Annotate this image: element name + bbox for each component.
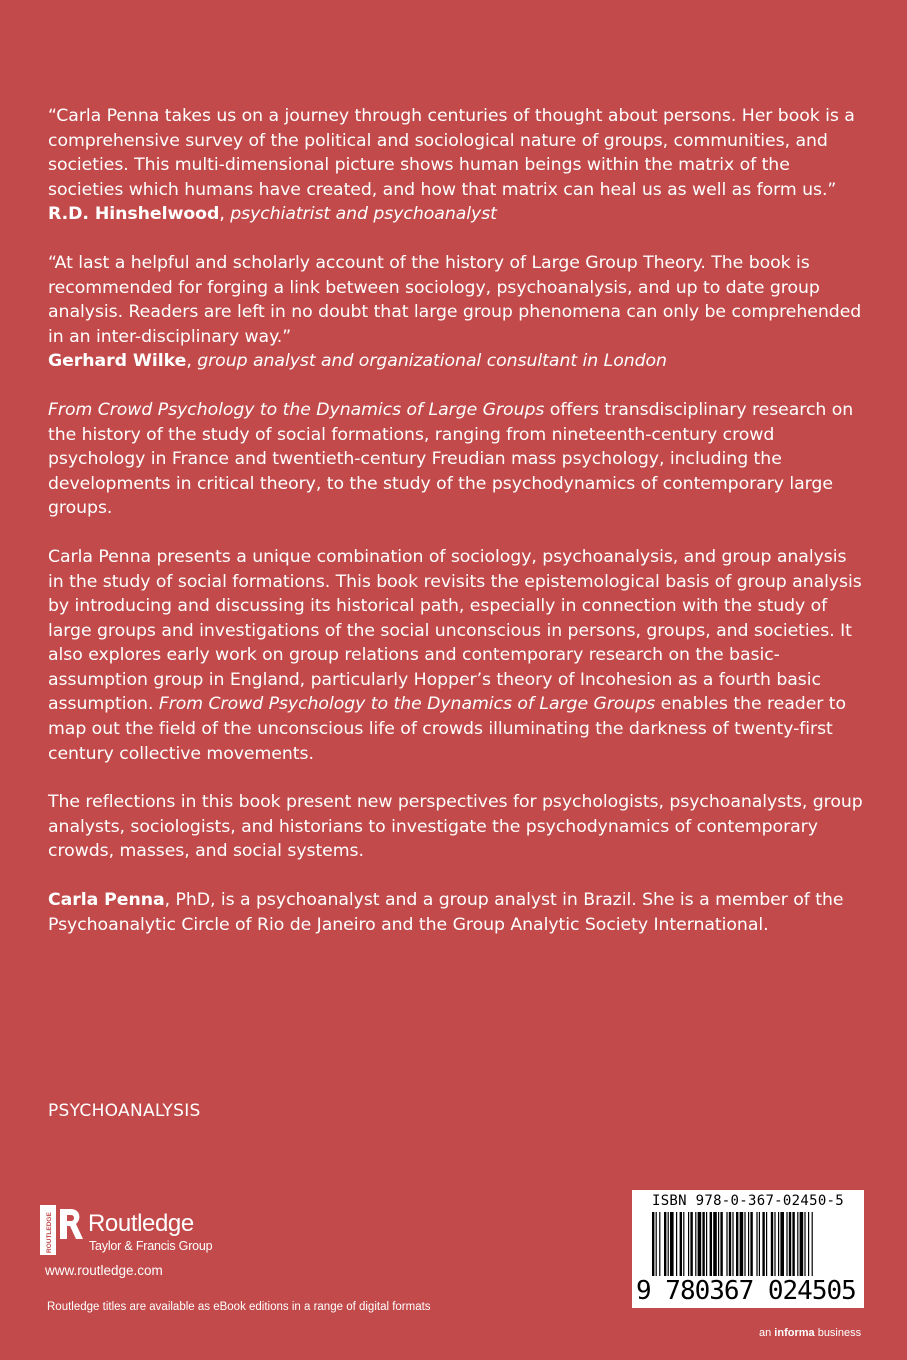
barcode-bar bbox=[792, 1212, 794, 1276]
barcode-bar bbox=[702, 1212, 704, 1276]
barcode-bar bbox=[750, 1212, 752, 1276]
informa-prefix: an bbox=[759, 1327, 775, 1339]
book-title: From Crowd Psychology to the Dynamics of Large Groups bbox=[158, 694, 656, 715]
barcode-bar bbox=[698, 1212, 702, 1276]
endorsement-quote-2: “At last a helpful and scholarly account of the history of Large Group Theory. The book is recommended for forging a link between sociology, psychoanalysis, and up to date group analysis. Readers are left in no doubt that large group phenomena can only be comprehended in an inter-disciplinary way.” bbox=[48, 252, 862, 347]
description-text-2-end: enables the reader to map out the field of the unconscious life of crowds illuminating the darkness of twenty-first century collective movements. bbox=[48, 694, 847, 764]
barcode-bar bbox=[774, 1212, 775, 1276]
routledge-logo-icon bbox=[40, 1205, 84, 1255]
endorser-name-2: Gerhard Wilke bbox=[48, 351, 187, 372]
endorsement-quote-1: “Carla Penna takes us on a journey through centuries of thought about persons. Her book is a comprehensive survey of the political and sociological nature of groups, communities, and societies. This multi-dimensional picture shows human beings within the matrix of the societies which humans have created, and how that matrix can heal us as well as form us.” bbox=[48, 106, 855, 200]
ebook-note: Routledge titles are available as eBook editions in a range of digital formats bbox=[47, 1301, 431, 1313]
barcode-digits: 9 780367 024505 bbox=[636, 1276, 856, 1306]
barcode-bar bbox=[713, 1212, 717, 1276]
barcode-bars bbox=[652, 1212, 852, 1276]
publisher-group: Taylor & Francis Group bbox=[89, 1239, 213, 1253]
author-bio-text: , PhD, is a psychoanalyst and a group analyst in Brazil. She is a member of the Psychoanalytic Circle of Rio de Janeiro and the Group Analytic Society International. bbox=[48, 890, 844, 935]
description-text-2: Carla Penna presents a unique combination of sociology, psychoanalysis, and group analysis in the study of social formations. This book revisits the epistemological basis of group analysis by introducing and discussing its historical path, especially in connection with the study of large groups and investigations of the social unconscious in persons, groups, and societies. It also explores early work on group relations and contemporary research on the basic-assumption group in England, particularly Hopper’s theory of Incohesion as a fourth basic assumption. bbox=[48, 546, 862, 715]
informa-brand: informa bbox=[774, 1327, 815, 1339]
endorser-role-1: psychiatrist and psychoanalyst bbox=[230, 204, 497, 225]
barcode-bar bbox=[778, 1212, 779, 1276]
barcode-bar bbox=[706, 1212, 707, 1276]
barcode-bar bbox=[718, 1212, 719, 1276]
barcode-bar bbox=[800, 1212, 804, 1276]
barcode-bar bbox=[740, 1212, 744, 1276]
barcode-bar bbox=[736, 1212, 738, 1276]
barcode-bar bbox=[780, 1212, 784, 1276]
barcode-bar bbox=[789, 1212, 791, 1276]
barcode-bar bbox=[680, 1212, 682, 1276]
isbn-text: ISBN 978-0-367-02450-5 bbox=[651, 1193, 845, 1209]
barcode-bar bbox=[756, 1212, 757, 1276]
barcode-bar bbox=[804, 1212, 805, 1276]
barcode-bar bbox=[812, 1212, 813, 1276]
barcode-bar bbox=[683, 1212, 684, 1276]
informa-suffix: business bbox=[814, 1327, 862, 1339]
barcode-bar bbox=[652, 1212, 654, 1276]
publisher-website: www.routledge.com bbox=[45, 1263, 163, 1278]
isbn-barcode bbox=[632, 1190, 864, 1308]
barcode-bar bbox=[676, 1212, 677, 1276]
barcode-bar bbox=[729, 1212, 731, 1276]
description-paragraph-1 bbox=[48, 398, 866, 521]
subject-category: PSYCHOANALYSIS bbox=[48, 1101, 201, 1121]
endorser-name-1: R.D. Hinshelwood bbox=[48, 204, 220, 225]
barcode-bar bbox=[710, 1212, 712, 1276]
back-cover-text bbox=[48, 104, 866, 961]
description-paragraph-2 bbox=[48, 545, 866, 766]
barcode-bar bbox=[759, 1212, 760, 1276]
author-name: Carla Penna bbox=[48, 890, 165, 911]
barcode-bar bbox=[670, 1212, 674, 1276]
description-paragraph-3: The reflections in this book present new perspectives for psychologists, psychoanalysts, group analysts, sociologists, and historians to investigate the psychodynamics of contemporary crowds, masses, and social systems. bbox=[48, 792, 863, 862]
barcode-bar bbox=[664, 1212, 666, 1276]
barcode-bar bbox=[656, 1212, 657, 1276]
description-text-1: offers transdisciplinary research on the history of the study of social formations, ranging from nineteenth-century crowd psychology in France and twentieth-century Freudian mass psychology, including the developments in critical theory, to the study of the psychodynamics of contemporary large groups. bbox=[48, 399, 854, 519]
barcode-bar bbox=[771, 1212, 773, 1276]
barcode-bar bbox=[688, 1212, 689, 1276]
barcode-bar bbox=[744, 1212, 745, 1276]
author-bio bbox=[48, 888, 866, 937]
barcode-bar bbox=[732, 1212, 733, 1276]
barcode-bar bbox=[766, 1212, 767, 1276]
publisher-logo bbox=[40, 1205, 240, 1255]
barcode-bar bbox=[808, 1212, 809, 1276]
barcode-bar bbox=[797, 1212, 798, 1276]
book-title: From Crowd Psychology to the Dynamics of Large Groups bbox=[48, 399, 545, 420]
logo-side-text: ROUTLEDGE bbox=[46, 1212, 53, 1253]
barcode-bar bbox=[720, 1212, 722, 1276]
barcode-bar bbox=[668, 1212, 669, 1276]
barcode-bar bbox=[695, 1212, 696, 1276]
endorsement-attribution-2: Gerhard Wilke, group analyst and organizational consultant in London bbox=[48, 351, 667, 372]
barcode-bar bbox=[748, 1212, 749, 1276]
endorser-role-2: group analyst and organizational consultant in London bbox=[197, 351, 667, 372]
publisher-name: Routledge bbox=[88, 1210, 194, 1237]
barcode-bar bbox=[762, 1212, 764, 1276]
informa-business bbox=[759, 1327, 861, 1339]
barcode-bar bbox=[786, 1212, 787, 1276]
barcode-bar bbox=[690, 1212, 692, 1276]
barcode-bar bbox=[659, 1212, 660, 1276]
endorsement-attribution-1: R.D. Hinshelwood, psychiatrist and psychoanalyst bbox=[48, 204, 497, 225]
barcode-bar bbox=[726, 1212, 727, 1276]
